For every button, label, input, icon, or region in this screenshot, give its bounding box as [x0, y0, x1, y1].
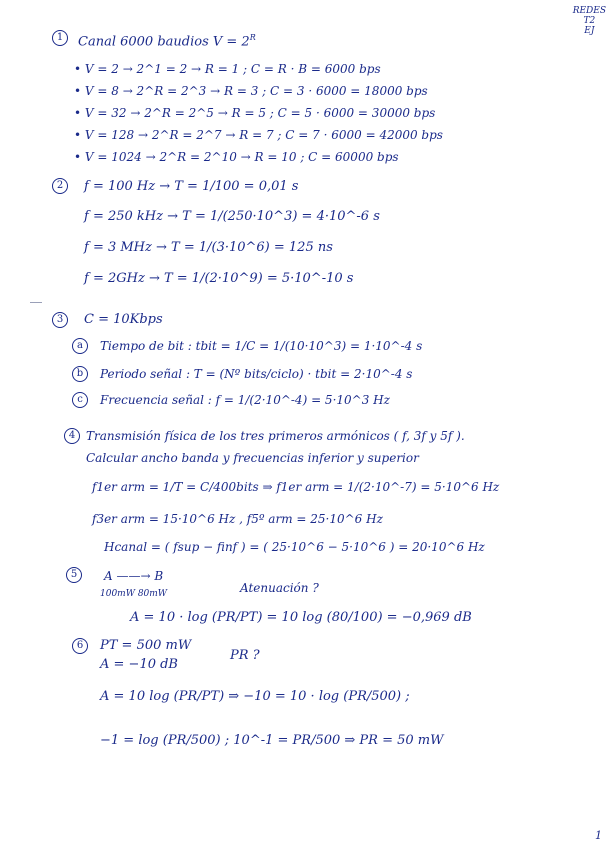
exercise-6-given: PT = 500 mW	[100, 638, 192, 653]
exercise-4-number: 4	[64, 428, 80, 444]
corner-subject: REDES	[572, 6, 606, 16]
exercise-1-heading-text: Canal 6000 baudios V = 2	[78, 34, 250, 50]
exercise-6-given: A = −10 dB	[100, 657, 178, 672]
exercise-5-question: Atenuación ?	[240, 581, 319, 595]
exercise-3b-label: b	[72, 366, 88, 382]
exercise-1-row: • V = 32 → 2^R = 2^5 → R = 5 ; C = 5 · 6000 = 30000 bps	[74, 106, 436, 120]
exercise-1-row: • V = 2 → 2^1 = 2 → R = 1 ; C = R · B = 6000 bps	[74, 62, 381, 76]
page-number: 1	[595, 829, 602, 842]
exercise-6-line: A = 10 log (PR/PT) ⇒ −10 = 10 · log (PR/500) ;	[100, 689, 410, 704]
margin-mark	[30, 302, 42, 303]
exercise-4-statement: Calcular ancho banda y frecuencias inferior y superior	[86, 451, 419, 465]
exercise-6-question: PR ?	[230, 648, 260, 663]
exercise-1-row: • V = 128 → 2^R = 2^7 → R = 7 ; C = 7 · 6000 = 42000 bps	[74, 128, 443, 142]
exercise-3-heading: C = 10Kbps	[84, 312, 163, 327]
exercise-3c-label: c	[72, 392, 88, 408]
exercise-4-line: f1er arm = 1/T = C/400bits ⇒ f1er arm = 1/(2·10^-7) = 5·10^6 Hz	[92, 480, 500, 494]
exercise-4-statement: Transmisión física de los tres primeros armónicos ( f, 3f y 5f ).	[86, 429, 465, 443]
corner-label	[573, 6, 606, 36]
exercise-1-row: • V = 8 → 2^R = 2^3 → R = 3 ; C = 3 · 6000 = 18000 bps	[74, 84, 428, 98]
exercise-2-row: f = 250 kHz → T = 1/(250·10^3) = 4·10^-6 s	[84, 209, 380, 224]
corner-topic: T2	[583, 16, 596, 26]
exercise-4-result: Hcanal = ( fsup − finf ) = ( 25·10^6 − 5·10^6 ) = 20·10^6 Hz	[104, 540, 485, 554]
exercise-5-powers: 100mW 80mW	[100, 589, 168, 599]
exercise-5-diagram: A ——→ B	[104, 569, 164, 583]
exercise-1-heading	[78, 31, 256, 49]
exercise-6-result: −1 = log (PR/500) ; 10^-1 = PR/500 ⇒ PR = 50 mW	[100, 733, 444, 748]
exercise-4-line: f3er arm = 15·10^6 Hz , f5º arm = 25·10^6 Hz	[92, 512, 383, 526]
exercise-2-row: f = 2GHz → T = 1/(2·10^9) = 5·10^-10 s	[84, 271, 354, 286]
exercise-2-number: 2	[52, 178, 68, 194]
exercise-1-heading-sup: R	[249, 33, 256, 42]
exercise-6-number: 6	[72, 638, 88, 654]
exercise-3b-text: Periodo señal : T = (Nº bits/ciclo) · tbit = 2·10^-4 s	[100, 367, 413, 381]
exercise-1-row: • V = 1024 → 2^R = 2^10 → R = 10 ; C = 60000 bps	[74, 150, 399, 164]
exercise-3c-text: Frecuencia señal : f = 1/(2·10^-4) = 5·10^3 Hz	[100, 393, 390, 407]
exercise-1-number: 1	[52, 30, 68, 46]
exercise-3a-text: Tiempo de bit : tbit = 1/C = 1/(10·10^3) = 1·10^-4 s	[100, 339, 423, 353]
exercise-2-row: f = 3 MHz → T = 1/(3·10^6) = 125 ns	[84, 240, 333, 255]
exercise-3-number: 3	[52, 312, 68, 328]
exercise-5-number: 5	[66, 567, 82, 583]
corner-type: EJ	[584, 26, 595, 36]
exercise-2-row: f = 100 Hz → T = 1/100 = 0,01 s	[84, 179, 299, 194]
exercise-3a-label: a	[72, 338, 88, 354]
exercise-5-result: A = 10 · log (PR/PT) = 10 log (80/100) = −0,969 dB	[130, 610, 472, 625]
